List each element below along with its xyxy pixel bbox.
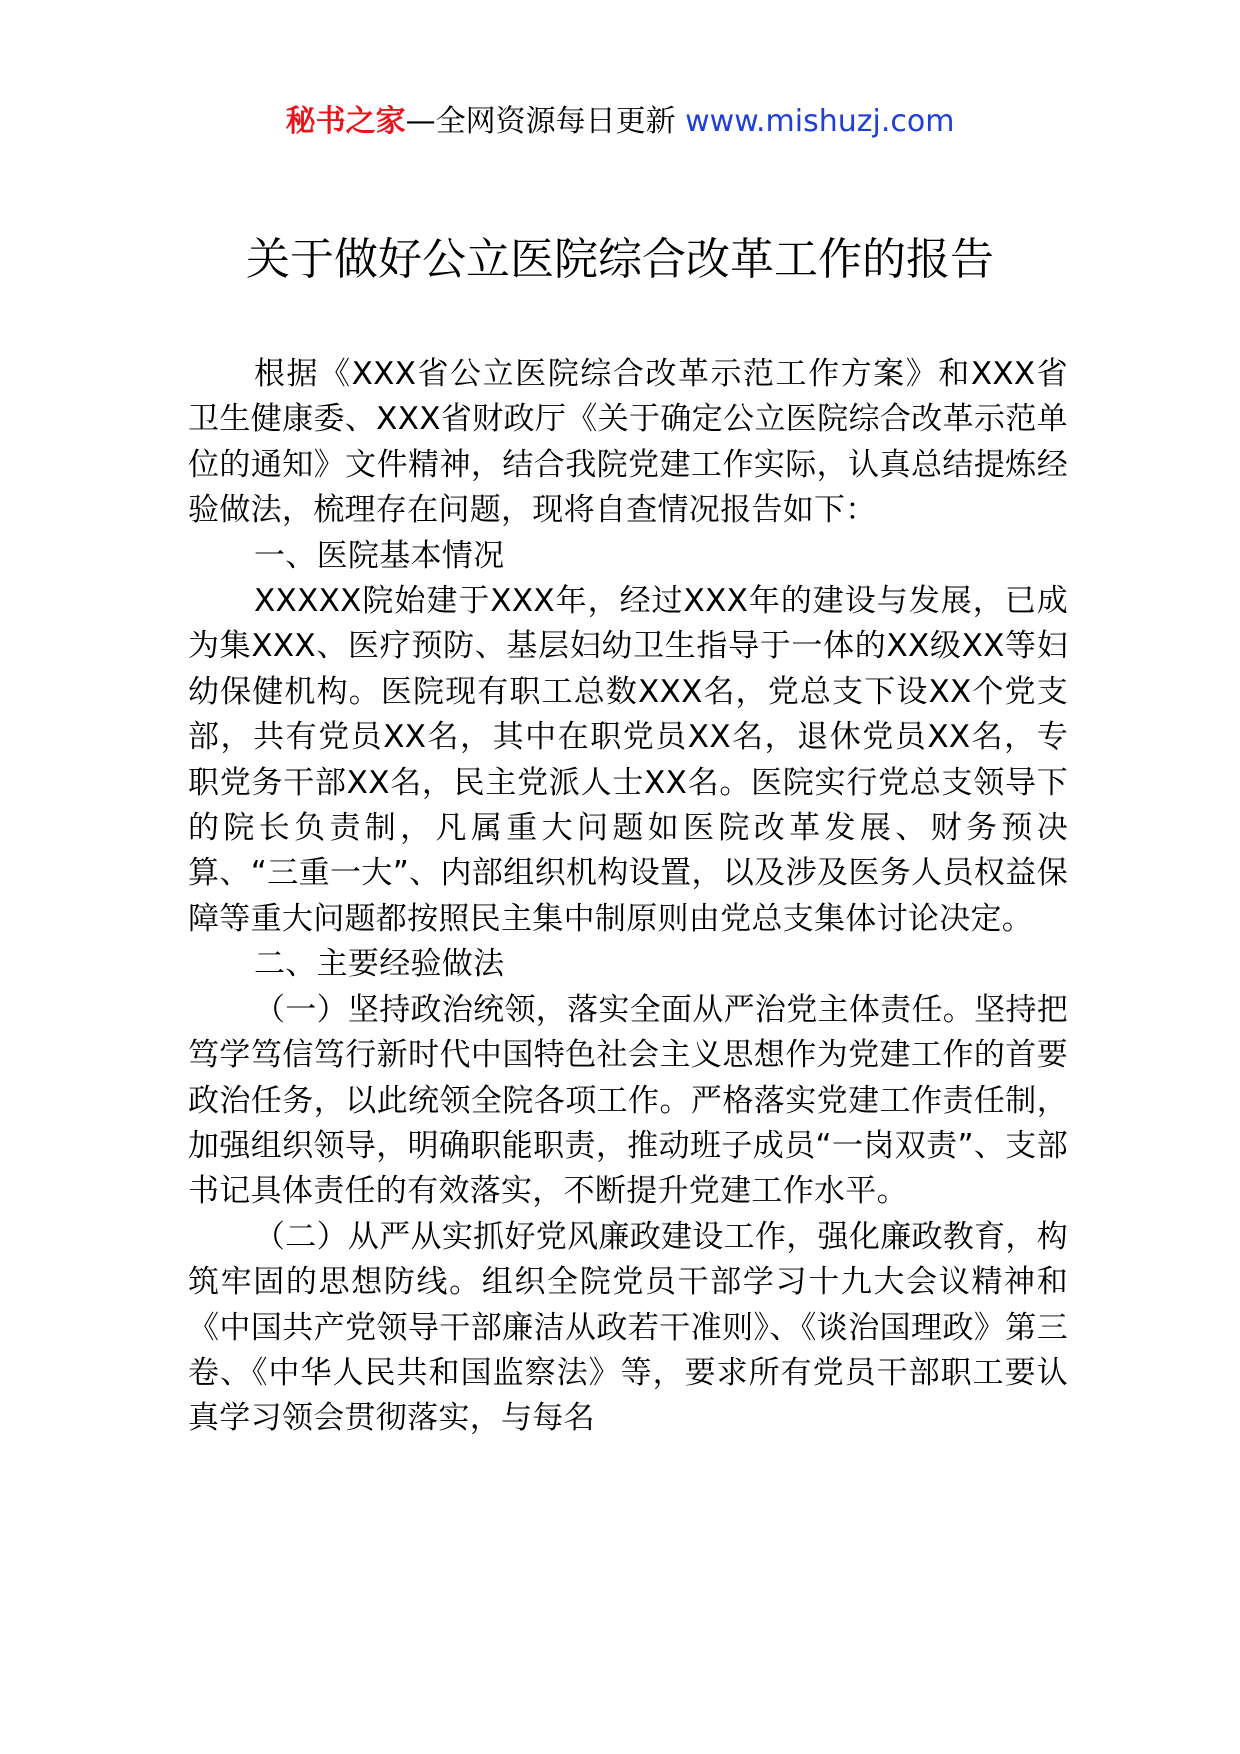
document-title: 关于做好公立医院综合改革工作的报告 [246,234,994,285]
site-header [0,100,1240,144]
brand-name: 秘书之家 [285,104,406,139]
section-heading-experience: 二、主要经验做法 [254,946,505,983]
section-heading-basic-info: 一、医院基本情况 [254,537,505,574]
header-slogan: —全网资源每日更新 [405,104,686,139]
paragraph-intro: 根据《XXX省公立医院综合改革示范工作方案》和XXX省卫生健康委、XXX省财政厅《关于确定公立医院综合改革示范单位的通知》文件精神，结合我院党建工作实际，认真总结提炼经验做法，梳理存在问题，现将自查情况报告如下： [188,356,1068,529]
document-body [188,352,1068,1442]
paragraph-political-leadership: （一）坚持政治统领，落实全面从严治党主体责任。坚持把笃学笃信笃行新时代中国特色社会主义思想作为党建工作的首要政治任务，以此统领全院各项工作。严格落实党建工作责任制，加强组织领导，明确职能职责，推动班子成员“一岗双责”、支部书记具体责任的有效落实，不断提升党建工作水平。 [188,991,1068,1210]
site-url-link[interactable]: www.mishuzj.com [685,104,955,139]
paragraph-clean-governance: （二）从严从实抓好党风廉政建设工作，强化廉政教育，构筑牢固的思想防线。组织全院党员干部学习十九大会议精神和《中国共产党领导干部廉洁从政若干准则》、《谈治国理政》第三卷、《中华人民共和国监察法》等，要求所有党员干部职工要认真学习领会贯彻落实，与每名 [188,1218,1068,1437]
paragraph-basic-info: XXXXX院始建于XXX年，经过XXX年的建设与发展，已成为集XXX、医疗预防、基层妇幼卫生指导于一体的XX级XX等妇幼保健机构。医院现有职工总数XXX名，党总支下设XX个党支部，共有党员XX名，其中在职党员XX名，退休党员XX名，专职党务干部XX名，民主党派人士XX名。医院实行党总支领导下的院长负责制，凡属重大问题如医院改革发展、财务预决算、“三重一大”、内部组织机构设置，以及涉及医务人员权益保障等重大问题都按照民主集中制原则由党总支集体讨论决定。 [188,583,1068,937]
